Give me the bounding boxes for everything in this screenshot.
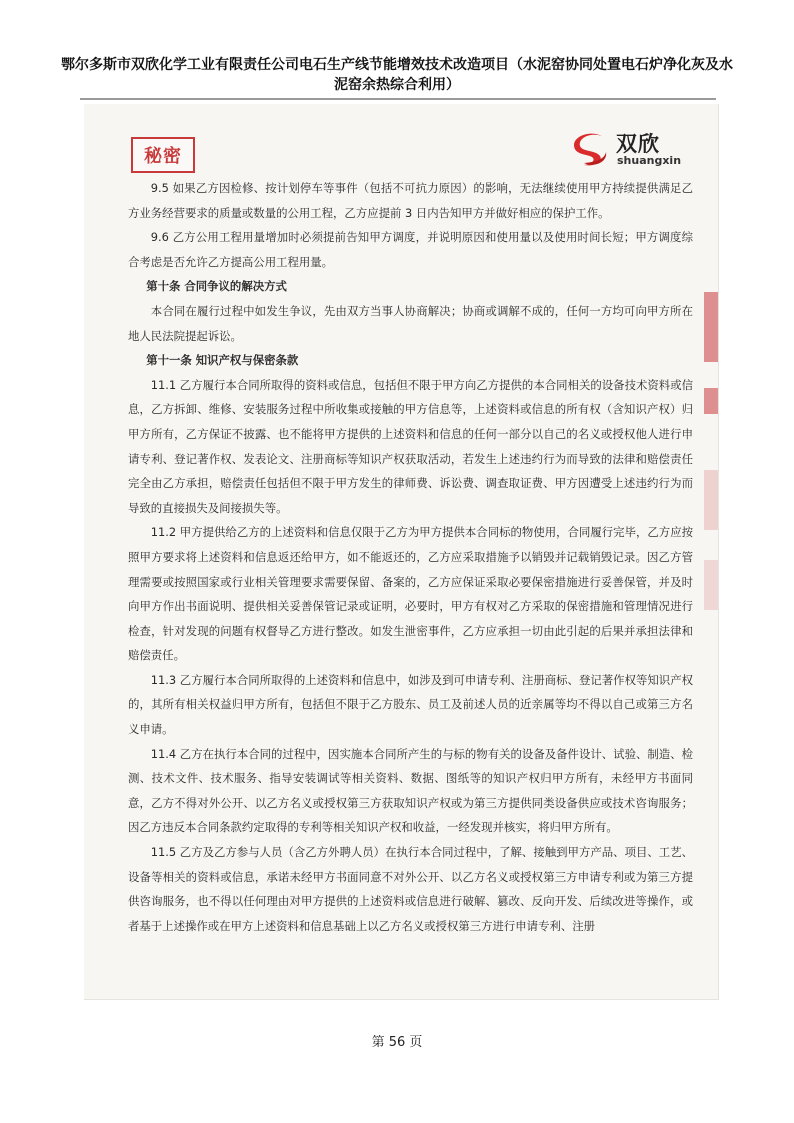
clause-11-2: 11.2 甲方提供给乙方的上述资料和信息仅限于乙方为甲方提供本合同标的物使用，合同履行完毕，乙方应按照甲方要求将上述资料和信息返还给甲方，如不能返还的，乙方应采取措施予以销毁并记载销毁记录。因乙方管理需要或按照国家或行业相关管理要求需要保留、备案的，乙方应保证采取必要保密措施进行妥善保管，并及时向甲方作出书面说明、提供相关妥善保管记录或证明，必要时，甲方有权对乙方采取的保密措施和管理情况进行检查，针对发现的问题有权督导乙方进行整改。如发生泄密事件，乙方应承担一切由此引起的后果并承担法律和赔偿责任。 xyxy=(128,525,693,663)
clause-9-6: 9.6 乙方公用工程用量增加时必须提前告知甲方调度，并说明原因和使用量以及使用时间长短；甲方调度综合考虑是否允许乙方提高公用工程用量。 xyxy=(128,230,693,269)
header-rule xyxy=(80,98,716,100)
article-10-heading: 第十条 合同争议的解决方式 xyxy=(146,279,287,294)
swoosh-logo-icon xyxy=(572,130,612,170)
clause-11-5: 11.5 乙方及乙方参与人员（含乙方外聘人员）在执行本合同过程中，了解、接触到甲方产品、项目、工艺、设备等相关的资料或信息，承诺未经甲方书面同意不对外公开、以乙方名义或授权第三方申请专利或为第三方提供咨询服务，也不得以任何理由对甲方提供的上述资料或信息进行破解、篡改、反向开发、后续改进等操作，或者基于上述操作或在甲方上述资料和信息基础上以乙方名义或授权第三方进行申请专利、注册 xyxy=(128,845,693,933)
contract-body xyxy=(128,176,693,938)
clause-11-4: 11.4 乙方在执行本合同的过程中，因实施本合同所产生的与标的物有关的设备及备件设计、试验、制造、检测、技术文件、技术服务、指导安装调试等相关资料、数据、图纸等的知识产权归甲方所有，未经甲方书面同意，乙方不得对外公开、以乙方名义或授权第三方获取知识产权或为第三方提供同类设备供应或技术咨询服务；因乙方违反本合同条款约定取得的专利等相关知识产权和收益，一经发现并核实，将归甲方所有。 xyxy=(128,746,693,835)
logo-chinese-name: 双欣 xyxy=(616,132,660,156)
article-11-heading: 第十一条 知识产权与保密条款 xyxy=(146,353,299,368)
clause-9-5: 9.5 如果乙方因检修、按计划停车等事件（包括不可抗力原因）的影响，无法继续使用甲方持续提供满足乙方业务经营要求的质量或数量的公用工程，乙方应提前 3 日内告知甲方并做好相应的保护工作。 xyxy=(128,181,693,220)
clause-11-1: 11.1 乙方履行本合同所取得的资料或信息，包括但不限于甲方向乙方提供的本合同相关的设备技术资料或信息，乙方拆卸、维修、安装服务过程中所收集或接触的甲方信息等，上述资料或信息的所有权（含知识产权）归甲方所有，乙方保证不披露、也不能将甲方提供的上述资料和信息的任何一部分以自己的名义或授权他人进行申请专利、登记著作权、发表论文、注册商标等知识产权获取活动，若发生上述违约行为而导致的法律和赔偿责任完全由乙方承担，赔偿责任包括但不限于甲方发生的律师费、诉讼费、调查取证费、甲方因遭受上述违约行为而导致的直接损失及间接损失等。 xyxy=(128,377,693,515)
logo-english-name: shuangxin xyxy=(617,154,682,167)
seal-fragment xyxy=(704,292,718,362)
seal-fragment xyxy=(704,388,718,414)
page-number: 第 56 页 xyxy=(371,1035,423,1050)
seal-fragment xyxy=(704,470,718,530)
company-logo xyxy=(572,128,692,172)
clause-11-3: 11.3 乙方履行本合同所取得的上述资料和信息中，如涉及到可申请专利、注册商标、登记著作权等知识产权的，其所有相关权益归甲方所有，包括但不限于乙方股东、员工及前述人员的近亲属等均不得以自己或第三方名义申请。 xyxy=(128,672,693,737)
article-10-text: 本合同在履行过程中如发生争议，先由双方当事人协商解决；协商或调解不成的，任何一方均可向甲方所在地人民法院提起诉讼。 xyxy=(128,303,693,343)
seal-fragment xyxy=(704,560,718,610)
secret-stamp: 秘密 xyxy=(131,137,195,173)
document-header: 鄂尔多斯市双欣化学工业有限责任公司电石生产线节能增效技术改造项目（水泥窑协同处置电石炉净化灰及水泥窑余热综合利用） xyxy=(61,57,733,93)
